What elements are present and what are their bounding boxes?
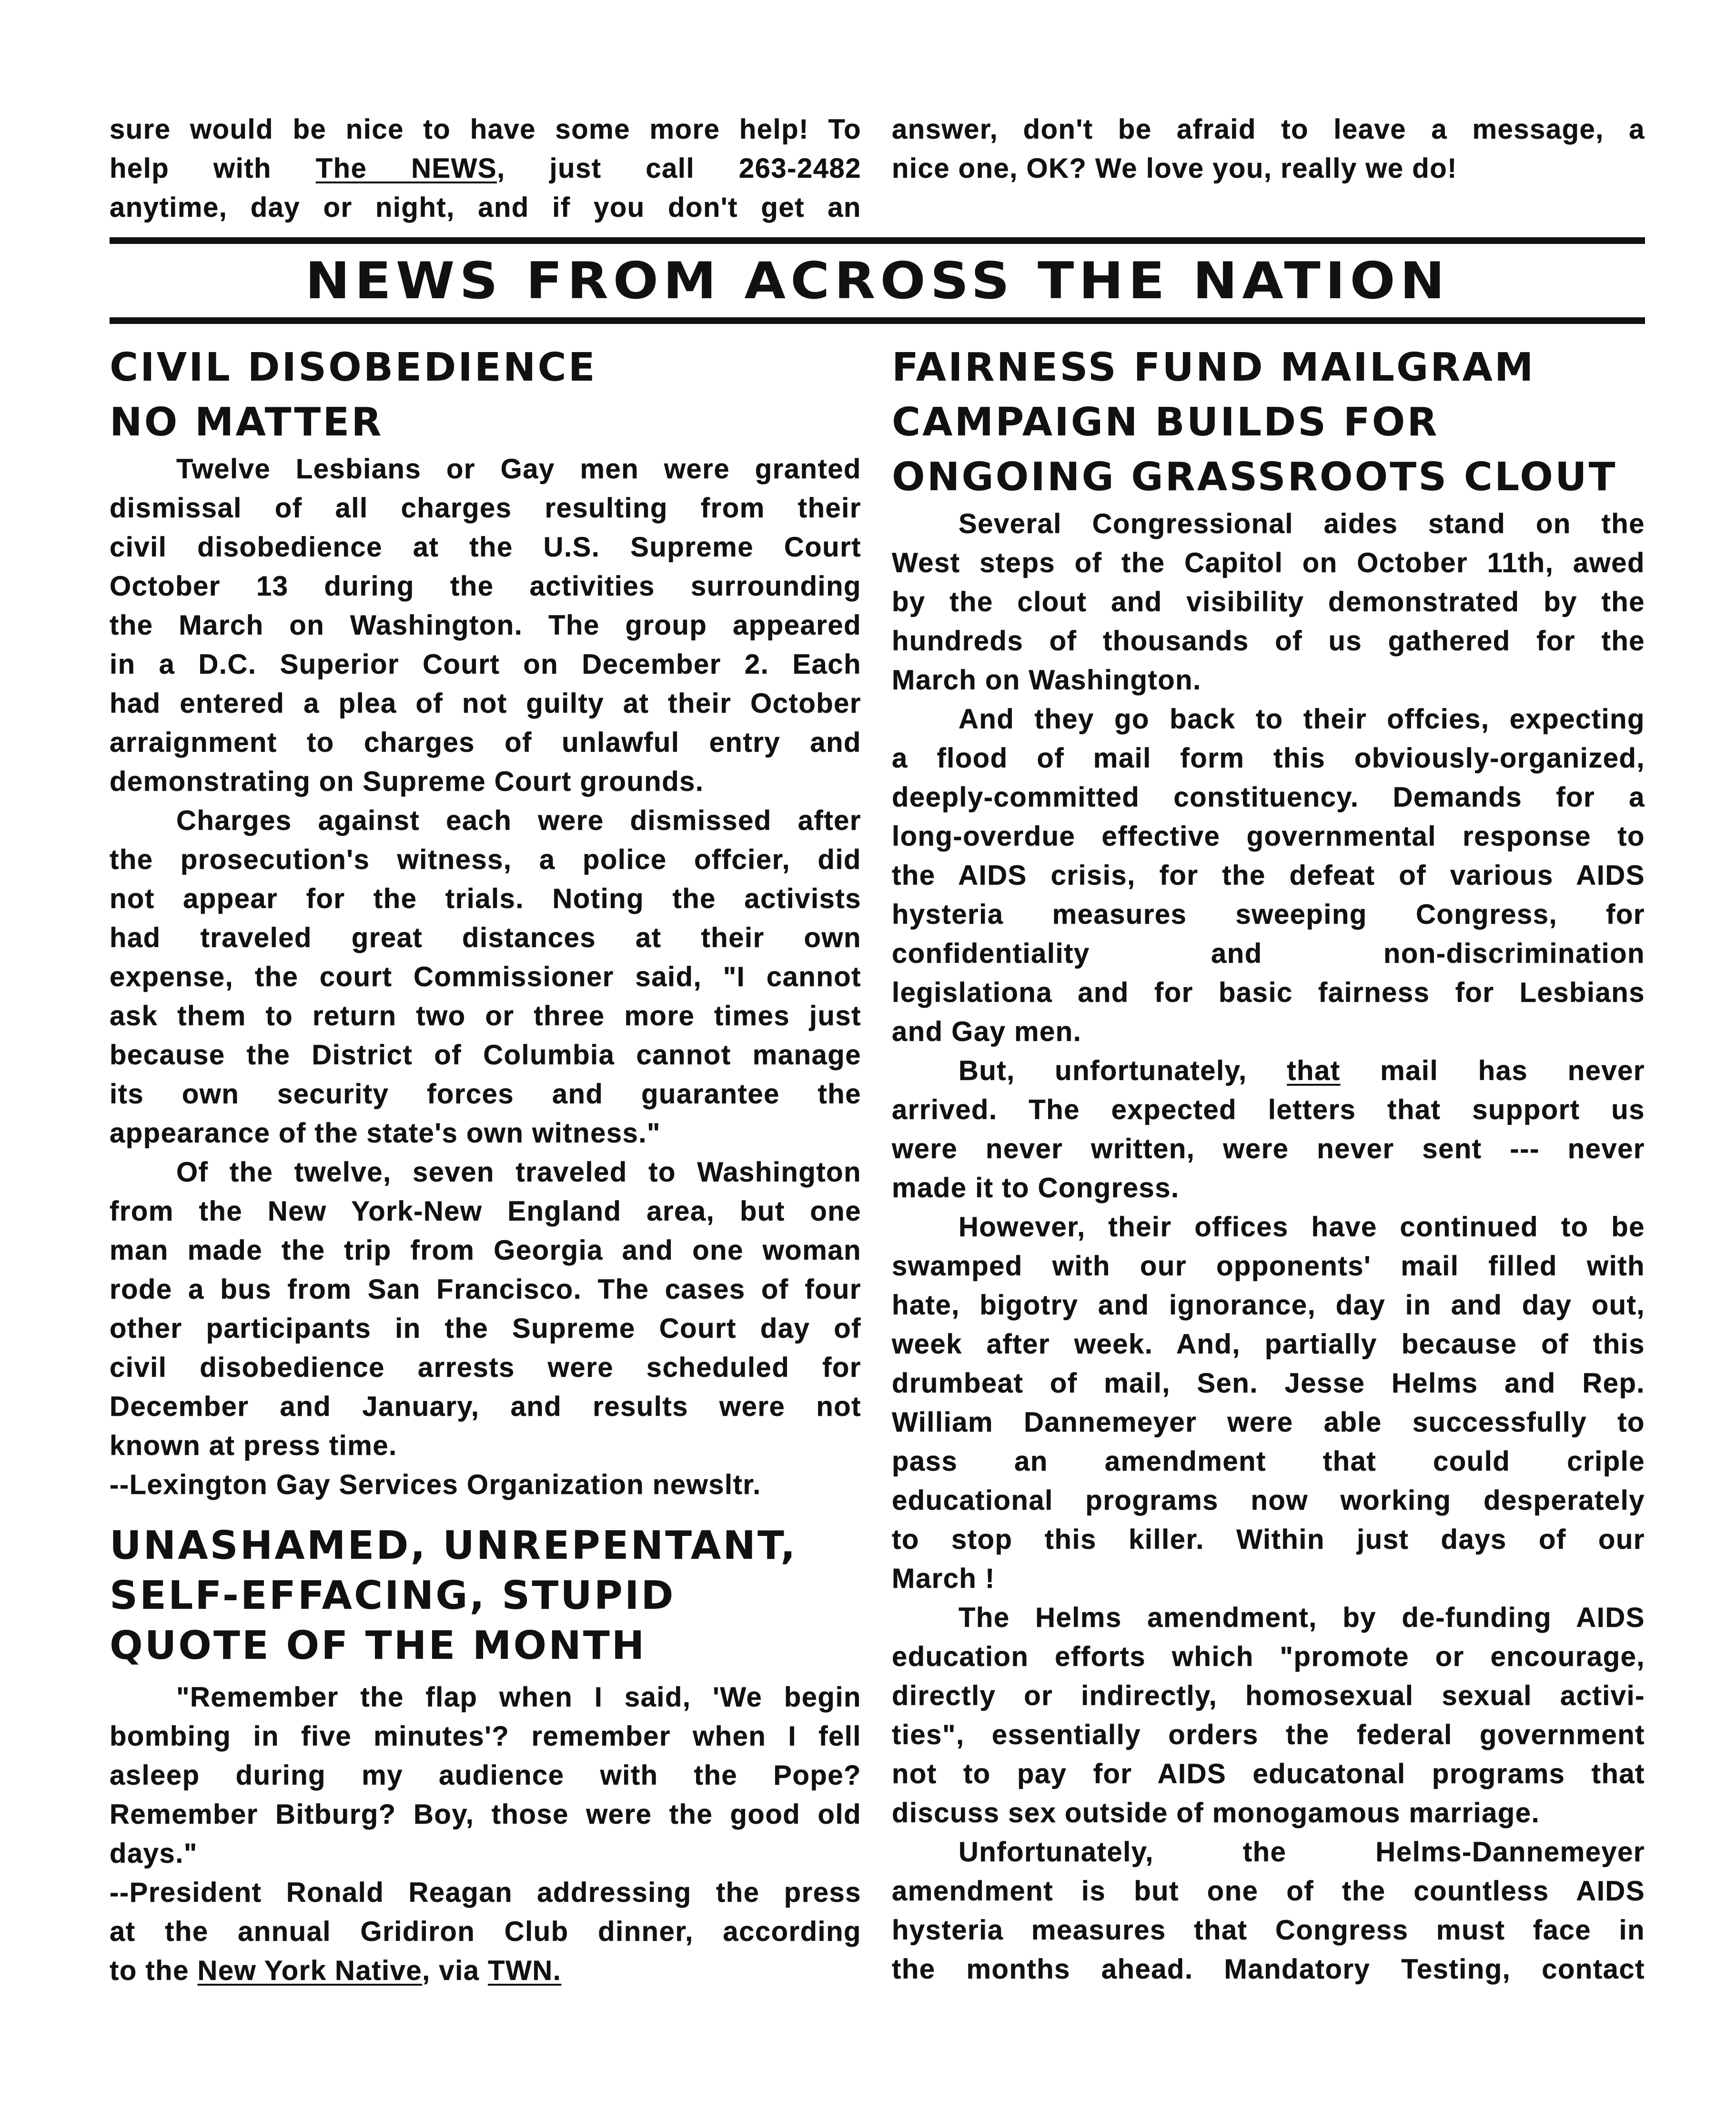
underlined-text: TWN. bbox=[488, 1955, 562, 1986]
text-line: anytime, day or night, and if you don't get an bbox=[110, 192, 861, 223]
underlined-text: New York Native bbox=[197, 1955, 423, 1986]
article-paragraph bbox=[110, 1678, 861, 1873]
text-line: William Dannemeyer were able successfully to bbox=[892, 1407, 1645, 1438]
text-line: other participants in the Supreme Court day of bbox=[110, 1313, 861, 1344]
text-line: deeply-committed constituency. Demands for a bbox=[892, 782, 1645, 813]
text-line: in a D.C. Superior Court on December 2. Each bbox=[110, 649, 861, 680]
article-paragraph bbox=[110, 1153, 861, 1465]
headline-line: SELF-EFFACING, STUPID bbox=[110, 1573, 676, 1618]
top-text-left bbox=[110, 110, 861, 227]
text-line: hysteria measures that Congress must face in bbox=[892, 1915, 1645, 1946]
text-line: long-overdue effective governmental response to bbox=[892, 821, 1645, 852]
text-line: nice one, OK? We love you, really we do! bbox=[892, 153, 1457, 184]
text-line: known at press time. bbox=[110, 1430, 397, 1461]
text-line: answer, don't be afraid to leave a message, a bbox=[892, 114, 1645, 145]
section-banner-title: NEWS FROM ACROSS THE NATION bbox=[305, 252, 1450, 311]
article-paragraph bbox=[110, 801, 861, 1153]
left-column bbox=[110, 340, 861, 1990]
text-line: week after week. And, partially because of this bbox=[892, 1329, 1645, 1360]
text-line: from the New York-New England area, but one bbox=[110, 1196, 861, 1227]
text-line: civil disobedience at the U.S. Supreme Court bbox=[110, 532, 861, 563]
text-line: expense, the court Commissioner said, "I cannot bbox=[110, 961, 861, 992]
text-line: ask them to return two or three more times just bbox=[110, 1000, 861, 1031]
text-line: education efforts which "promote or encourage, bbox=[892, 1641, 1645, 1672]
headline-line: UNASHAMED, UNREPENTANT, bbox=[110, 1523, 797, 1568]
top-text-right bbox=[892, 110, 1645, 188]
article-paragraph bbox=[892, 1208, 1645, 1598]
banner-rule-bottom bbox=[110, 317, 1645, 324]
article-headline bbox=[110, 1521, 861, 1671]
text-line: made it to Congress. bbox=[892, 1172, 1180, 1203]
text-line: had entered a plea of not guilty at their October bbox=[110, 688, 861, 719]
headline-line: QUOTE OF THE MONTH bbox=[110, 1623, 646, 1668]
text-line: arraignment to charges of unlawful entry and bbox=[110, 727, 861, 758]
headline-line: NO MATTER bbox=[110, 400, 384, 445]
text-line: demonstrating on Supreme Court grounds. bbox=[110, 766, 704, 797]
text-line: ties", essentially orders the federal government bbox=[892, 1719, 1645, 1750]
text-line: amendment is but one of the countless AIDS bbox=[892, 1876, 1645, 1907]
headline-line: FAIRNESS FUND MAILGRAM bbox=[892, 345, 1535, 390]
text-line: asleep during my audience with the Pope? bbox=[110, 1760, 861, 1791]
text-line: --Lexington Gay Services Organization newsltr. bbox=[110, 1469, 761, 1500]
text-line: "Remember the flap when I said, 'We begin bbox=[176, 1682, 861, 1713]
article-paragraph bbox=[892, 505, 1645, 700]
banner-rule-top bbox=[110, 237, 1645, 244]
headline-line: CAMPAIGN BUILDS FOR bbox=[892, 400, 1439, 445]
text-line: confidentiality and non-discrimination bbox=[892, 938, 1645, 969]
text-line: educational programs now working desperately bbox=[892, 1485, 1645, 1516]
text-line: discuss sex outside of monogamous marriage. bbox=[892, 1797, 1540, 1828]
text-line: legislationa and for basic fairness for Lesbians bbox=[892, 977, 1645, 1008]
text-line: Remember Bitburg? Boy, those were the good old bbox=[110, 1799, 861, 1830]
right-column bbox=[892, 340, 1645, 1989]
text-line: Of the twelve, seven traveled to Washington bbox=[176, 1157, 861, 1188]
text-line: had traveled great distances at their own bbox=[110, 922, 861, 953]
text-line: dismissal of all charges resulting from their bbox=[110, 493, 861, 524]
text-line: by the clout and visibility demonstrated by the bbox=[892, 586, 1645, 617]
article-headline bbox=[110, 340, 861, 450]
text-line: rode a bus from San Francisco. The cases of four bbox=[110, 1274, 861, 1305]
text-line: Charges against each were dismissed after bbox=[176, 805, 861, 836]
text-line: hate, bigotry and ignorance, day in and day out, bbox=[892, 1290, 1645, 1321]
text-line: were never written, were never sent --- never bbox=[892, 1133, 1645, 1164]
text-line: help with The NEWS, just call 263-2482 bbox=[110, 153, 861, 184]
article-paragraph bbox=[110, 450, 861, 801]
text-line: And they go back to their offcies, expecting bbox=[959, 704, 1645, 735]
text-line: Several Congressional aides stand on the bbox=[959, 508, 1645, 539]
text-line: civil disobedience arrests were scheduled for bbox=[110, 1352, 861, 1383]
text-line: Unfortunately, the Helms-Dannemeyer bbox=[959, 1837, 1645, 1868]
article-paragraph bbox=[892, 700, 1645, 1051]
text-line: at the annual Gridiron Club dinner, according bbox=[110, 1916, 861, 1947]
text-line: days." bbox=[110, 1838, 198, 1869]
text-line: But, unfortunately, that mail has never bbox=[959, 1055, 1645, 1086]
text-line: not to pay for AIDS educatonal programs that bbox=[892, 1758, 1645, 1789]
text-line: its own security forces and guarantee the bbox=[110, 1079, 861, 1110]
text-line: March on Washington. bbox=[892, 665, 1201, 696]
text-line: to the New York Native, via TWN. bbox=[110, 1955, 562, 1986]
underlined-text: that bbox=[1287, 1055, 1341, 1086]
article-paragraph bbox=[892, 1598, 1645, 1833]
text-line: However, their offices have continued to be bbox=[959, 1211, 1645, 1242]
article-headline bbox=[892, 340, 1645, 505]
text-line: directly or indirectly, homosexual sexual activi- bbox=[892, 1680, 1645, 1711]
text-line: West steps of the Capitol on October 11th, awed bbox=[892, 547, 1645, 578]
text-line: arrived. The expected letters that support us bbox=[892, 1094, 1645, 1125]
text-line: drumbeat of mail, Sen. Jesse Helms and Rep. bbox=[892, 1368, 1645, 1399]
article-paragraph bbox=[110, 1873, 861, 1990]
text-line: because the District of Columbia cannot manage bbox=[110, 1040, 861, 1070]
headline-line: ONGOING GRASSROOTS CLOUT bbox=[892, 454, 1617, 500]
text-line: not appear for the trials. Noting the activists bbox=[110, 883, 861, 914]
text-line: bombing in five minutes'? remember when I fell bbox=[110, 1721, 861, 1752]
text-line: the AIDS crisis, for the defeat of various AIDS bbox=[892, 860, 1645, 891]
text-line: the March on Washington. The group appeared bbox=[110, 610, 861, 641]
text-line: a flood of mail form this obviously-organized, bbox=[892, 743, 1645, 774]
text-line: appearance of the state's own witness." bbox=[110, 1118, 661, 1149]
text-line: and Gay men. bbox=[892, 1016, 1082, 1047]
text-line: the months ahead. Mandatory Testing, contact bbox=[892, 1954, 1645, 1985]
article-paragraph bbox=[892, 1051, 1645, 1208]
text-line: March ! bbox=[892, 1563, 995, 1594]
text-line: --President Ronald Reagan addressing the press bbox=[110, 1877, 861, 1908]
text-line: The Helms amendment, by de-funding AIDS bbox=[959, 1602, 1645, 1633]
text-line: October 13 during the activities surrounding bbox=[110, 571, 861, 602]
text-line: man made the trip from Georgia and one woman bbox=[110, 1235, 861, 1266]
headline-line: CIVIL DISOBEDIENCE bbox=[110, 345, 597, 390]
underlined-text: The NEWS bbox=[315, 153, 497, 184]
text-line: hysteria measures sweeping Congress, for bbox=[892, 899, 1645, 930]
text-line: hundreds of thousands of us gathered for the bbox=[892, 626, 1645, 656]
text-line: pass an amendment that could criple bbox=[892, 1446, 1645, 1477]
text-line: swamped with our opponents' mail filled with bbox=[892, 1251, 1645, 1282]
text-line: December and January, and results were not bbox=[110, 1391, 861, 1422]
text-line: Twelve Lesbians or Gay men were granted bbox=[176, 454, 861, 485]
article-paragraph bbox=[110, 1465, 861, 1504]
article-paragraph bbox=[892, 1833, 1645, 1989]
text-line: the prosecution's witness, a police offcier, did bbox=[110, 844, 861, 875]
text-line: sure would be nice to have some more help! To bbox=[110, 114, 861, 145]
text-line: to stop this killer. Within just days of our bbox=[892, 1524, 1645, 1555]
